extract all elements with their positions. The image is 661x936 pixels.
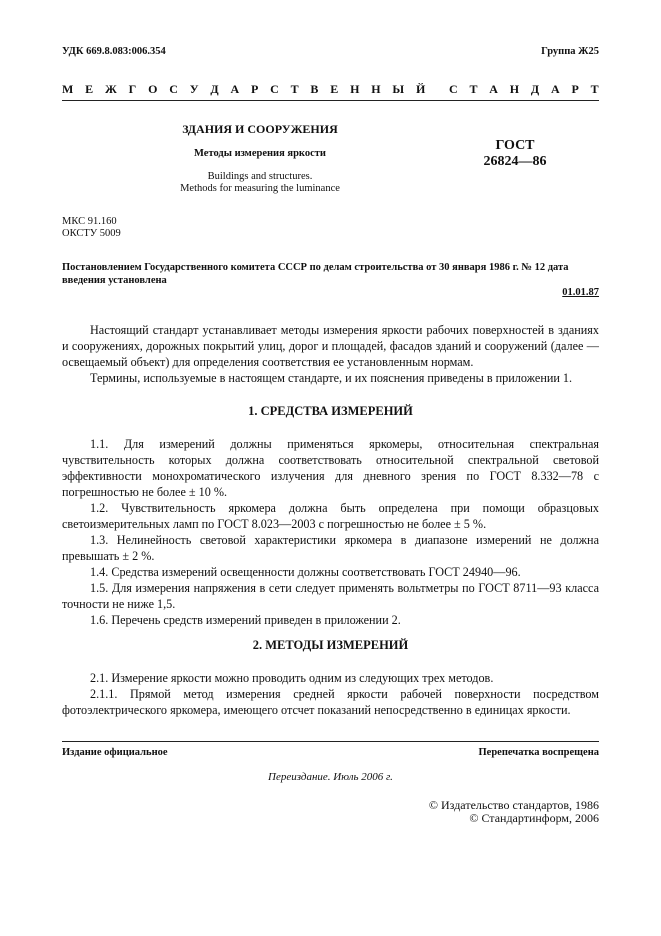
banner-letter: Д (530, 82, 540, 96)
banner-letter: Р (571, 82, 579, 96)
banner-letter: Т (290, 82, 299, 96)
banner-letter: Е (85, 82, 94, 96)
section-2-title: 2. МЕТОДЫ ИЗМЕРЕНИЙ (252, 638, 409, 652)
banner-letter: А (230, 82, 240, 96)
section-1-title: 1. СРЕДСТВА ИЗМЕРЕНИЙ (248, 404, 413, 418)
banner-letter: Н (509, 82, 520, 96)
intro-paragraph-1: Настоящий стандарт устанавливает методы измерения яркости рабочих поверхностей в зданиях и сооружениях, дорожных покрытий улиц, дорог и площадей, фасадов зданий и сооружений (далее — освещаемый объект) для определения соответствия ее установленным нормам. (62, 323, 599, 369)
gost-number: 26824—86 (483, 154, 547, 169)
banner-letter: Н (350, 82, 360, 96)
clause-1-3: 1.3. Нелинейность световой характеристики яркомера в диапазоне измерений не должна превышать ± 2 %. (62, 533, 599, 563)
clause-1-1: 1.1. Для измерений должны применяться яркомеры, относительная спектральная чувствительность которых должна соответствовать относительной спектральной световой эффективности монохроматического излучения для дневного зрения по ГОСТ 8.332—78 с погрешностью не более ± 10 %. (62, 437, 599, 499)
reissue-note: Переиздание. Июль 2006 г. (268, 771, 393, 783)
copyright-1: © Издательство стандартов, 1986 (428, 798, 599, 812)
clause-1-2: 1.2. Чувствительность яркомера должна быть определена при помощи образцовых светоизмерительных ламп по ГОСТ 8.023—2003 с погрешностью не более ± 5 %. (62, 501, 599, 531)
decree-text: Постановлением Государственного комитета СССР по делам строительства от 30 января 1986 г. № 12 дата введения установлена (62, 262, 569, 286)
clause-2-1: 2.1. Измерение яркости можно проводить одним из следующих трех методов. (90, 671, 494, 685)
clause-2-1-1: 2.1.1. Прямой метод измерения средней яркости рабочей поверхности посредством фотоэлектрического яркомера, имеющего отсчет показаний непосредственно в единицах яркости. (62, 687, 599, 717)
banner-letter: Р (250, 82, 259, 96)
clause-1-6: 1.6. Перечень средств измерений приведен в приложении 2. (90, 613, 401, 627)
title-sub: Методы измерения яркости (194, 148, 326, 159)
banner-letter: Н (371, 82, 381, 96)
footer-divider (62, 741, 599, 742)
header-row (62, 46, 599, 57)
banner-letter: С (448, 82, 458, 96)
banner-letter: У (189, 82, 199, 96)
reprint-notice: Перепечатка воспрещена (478, 747, 599, 758)
banner-letter: Ы (392, 82, 405, 96)
group-code: Группа Ж25 (541, 46, 599, 57)
header-divider (62, 100, 599, 101)
banner-letter: Т (469, 82, 478, 96)
mks-code: МКС 91.160 (62, 216, 117, 227)
banner-letter: С (169, 82, 178, 96)
banner-letter: Д (210, 82, 219, 96)
banner-letter: С (270, 82, 279, 96)
intro-paragraph-2: Термины, используемые в настоящем стандарте, и их пояснения приведены в приложении 1. (90, 371, 573, 385)
banner-letter: М (62, 82, 74, 96)
banner-letter: О (148, 82, 158, 96)
udk-code: УДК 669.8.083:006.354 (62, 46, 166, 57)
banner-letter: Й (415, 82, 426, 96)
title-en-line1: Buildings and structures. (207, 171, 313, 182)
title-en-line2: Methods for measuring the luminance (180, 183, 340, 194)
okstu-code: ОКСТУ 5009 (62, 228, 121, 239)
title-main: ЗДАНИЯ И СООРУЖЕНИЯ (182, 122, 338, 136)
gost-label: ГОСТ (495, 138, 535, 153)
clause-1-5: 1.5. Для измерения напряжения в сети следует применять вольтметры по ГОСТ 8711—93 класса точности не ниже 1,5. (62, 581, 599, 611)
banner-letter: В (310, 82, 319, 96)
official-edition: Издание официальное (62, 747, 168, 758)
banner-letter: А (489, 82, 498, 96)
banner-letter: Т (590, 82, 599, 96)
standard-type-banner (62, 82, 599, 97)
clause-1-4: 1.4. Средства измерений освещенности должны соответствовать ГОСТ 24940—96. (90, 565, 521, 579)
copyright-2: © Стандартинформ, 2006 (469, 811, 599, 825)
banner-letter: А (550, 82, 560, 96)
effective-date: 01.01.87 (562, 287, 599, 298)
banner-letter: Ж (104, 82, 117, 96)
banner-letter: Е (330, 82, 339, 96)
banner-letter: Г (128, 82, 137, 96)
